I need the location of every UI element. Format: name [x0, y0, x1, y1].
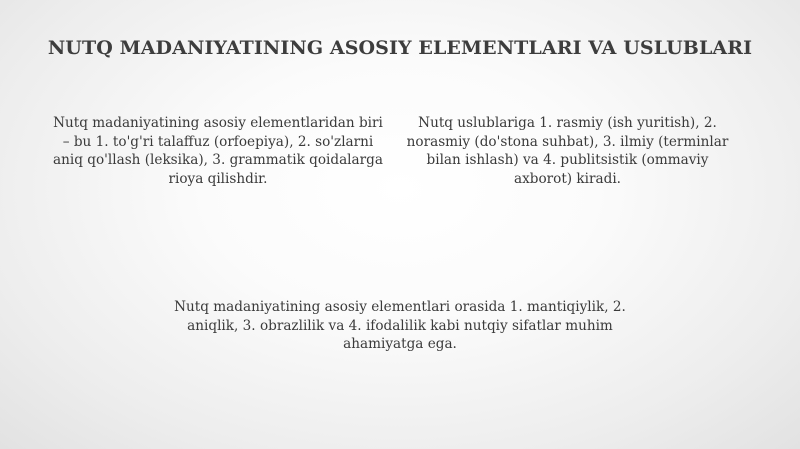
right-text-block: Nutq uslublariga 1. rasmiy (ish yuritish), 2. norasmiy (do'stona suhbat), 3. ilmiy (terminlar bilan ishlash) va 4. publitsistik (ommaviy axborot) kiradi.: [406, 115, 729, 187]
left-text-block: Nutq madaniyatining asosiy elementlaridan biri – bu 1. to'g'ri talaffuz (orfoepiya), 2. so'zlarni aniq qo'llash (leksika), 3. grammatik qoidalarga rioya qilishdir.: [53, 115, 383, 187]
bottom-text-block: Nutq madaniyatining asosiy elementlari orasida 1. mantiqiylik, 2. aniqlik, 3. obrazlilik va 4. ifodalilik kabi nutqiy sifatlar muhim ahamiyatga ega.: [174, 299, 626, 352]
slide-title: NUTQ MADANIYATINING ASOSIY ELEMENTLARI VA USLUBLARI: [47, 37, 753, 59]
